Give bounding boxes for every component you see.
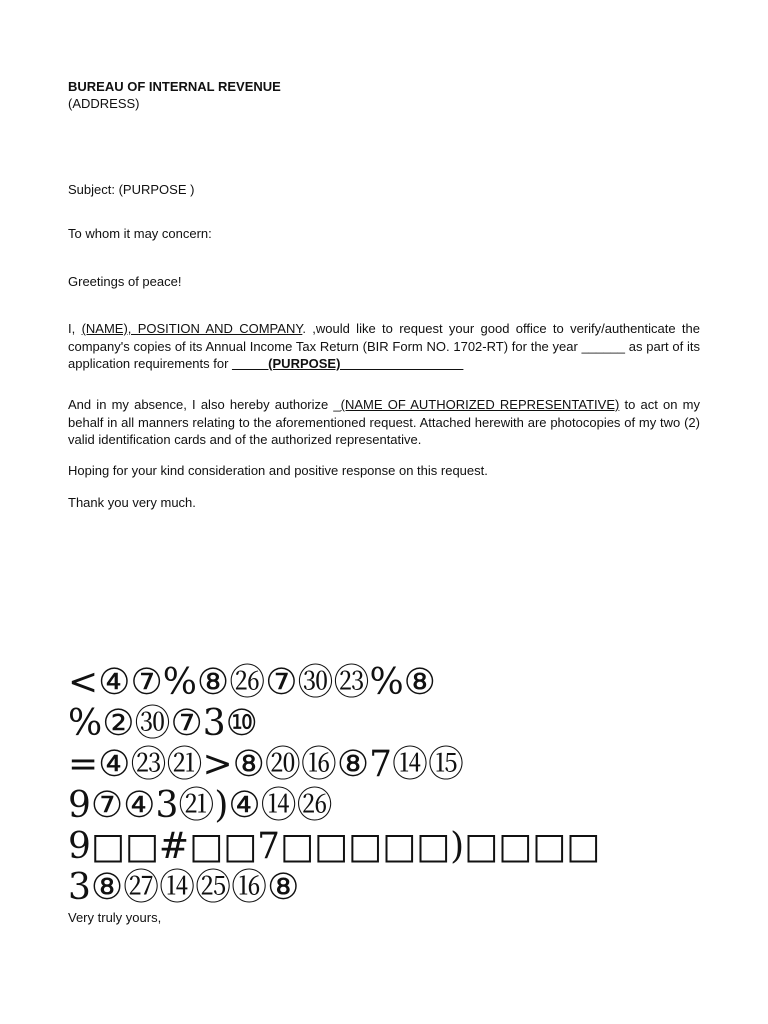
request-text: . ,would like to request your good office to verify/authenticate the company's copies of its Annual Income Tax Return (BIR Form NO. 1702-RT) for the year ______ as part of its application requirements for — [68, 321, 700, 371]
addressee-address: (ADDRESS) — [68, 96, 140, 111]
garbled-line-1: <④⑦%⑧㉖⑦㉚㉓%⑧ — [68, 662, 436, 703]
garbled-line-5: 9□□#□□7□□□□□)□□□□ — [68, 826, 601, 867]
request-text-start: I, — [68, 321, 82, 336]
garbled-line-4: 9⑦④3㉑)④⑭㉖ — [68, 785, 333, 826]
authorization-text-start: And in my absence, I also hereby authorize _ — [68, 397, 341, 412]
garbled-line-6: 3⑧㉗⑭㉕⑯⑧ — [68, 867, 300, 908]
closing-line: Very truly yours, — [68, 910, 162, 925]
requester-name: (NAME), POSITION AND COMPANY — [81, 321, 303, 336]
addressee-org: BUREAU OF INTERNAL REVENUE — [68, 79, 281, 94]
purpose-blank: _____(PURPOSE)_________________ — [232, 356, 464, 371]
subject-line: Subject: (PURPOSE ) — [68, 182, 195, 197]
thanks-line: Thank you very much. — [68, 495, 196, 510]
hoping-line: Hoping for your kind consideration and positive response on this request. — [68, 463, 488, 478]
authorization-paragraph — [68, 396, 700, 449]
garbled-line-2: %②㉚⑦3⑩ — [68, 703, 258, 744]
request-paragraph — [68, 320, 700, 373]
authorization-text: to act on my behalf in all manners relating to the aforementioned request. Attached herewith are photocopies of my two (2) valid identification cards and of the authorized representative. — [68, 397, 700, 447]
representative-name: (NAME OF AUTHORIZED REPRESENTATIVE) — [340, 397, 620, 412]
salutation: To whom it may concern: — [68, 226, 212, 241]
greeting: Greetings of peace! — [68, 274, 182, 289]
garbled-line-3: =④㉓㉑>⑧⑳⑯⑧7⑭⑮ — [68, 744, 465, 785]
